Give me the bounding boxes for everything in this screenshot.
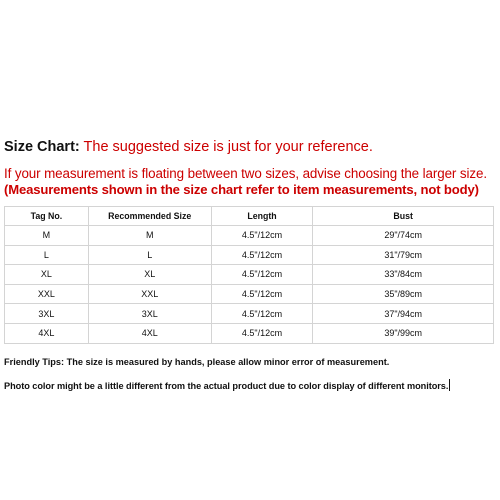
- text-cursor: [449, 379, 450, 391]
- cell-bust: 33"/84cm: [313, 265, 494, 285]
- cell-recommended: XL: [88, 265, 211, 285]
- size-chart-colon: :: [74, 139, 80, 155]
- size-chart-heading: [4, 139, 373, 155]
- table-row: [5, 226, 494, 246]
- cell-tag: XXL: [5, 284, 89, 304]
- table-row: [5, 284, 494, 304]
- table-row: [5, 323, 494, 343]
- cell-recommended: 3XL: [88, 304, 211, 324]
- cell-length: 4.5"/12cm: [211, 245, 313, 265]
- measurement-note-text: (Measurements shown in the size chart refer to item measurements, not body): [4, 182, 479, 197]
- size-table: [4, 206, 494, 344]
- cell-recommended: XXL: [88, 284, 211, 304]
- size-chart-reference-note: The suggested size is just for your reference.: [79, 139, 373, 155]
- photo-color-note-text: Photo color might be a little different from the actual product due to color display of different monitors.: [4, 381, 449, 391]
- cell-tag: L: [5, 245, 89, 265]
- cell-tag: XL: [5, 265, 89, 285]
- cell-tag: M: [5, 226, 89, 246]
- cell-tag: 3XL: [5, 304, 89, 324]
- cell-length: 4.5"/12cm: [211, 226, 313, 246]
- photo-color-note-line: [4, 379, 450, 391]
- cell-bust: 29"/74cm: [313, 226, 494, 246]
- cell-tag: 4XL: [5, 323, 89, 343]
- cell-length: 4.5"/12cm: [211, 323, 313, 343]
- header-bust: Bust: [313, 207, 494, 226]
- header-length: Length: [211, 207, 313, 226]
- size-table-head: [5, 207, 494, 226]
- cell-bust: 35"/89cm: [313, 284, 494, 304]
- header-tag-no: Tag No.: [5, 207, 89, 226]
- advise-larger-size-text: If your measurement is floating between two sizes, advise choosing the larger size.: [4, 166, 487, 181]
- cell-length: 4.5"/12cm: [211, 304, 313, 324]
- cell-recommended: M: [88, 226, 211, 246]
- cell-length: 4.5"/12cm: [211, 265, 313, 285]
- cell-bust: 39"/99cm: [313, 323, 494, 343]
- size-table-header-row: [5, 207, 494, 226]
- cell-length: 4.5"/12cm: [211, 284, 313, 304]
- cell-bust: 31"/79cm: [313, 245, 494, 265]
- table-row: [5, 245, 494, 265]
- cell-recommended: L: [88, 245, 211, 265]
- cell-recommended: 4XL: [88, 323, 211, 343]
- cell-bust: 37"/94cm: [313, 304, 494, 324]
- size-table-body: [5, 226, 494, 344]
- header-recommended-size: Recommended Size: [88, 207, 211, 226]
- friendly-tips-text: Friendly Tips: The size is measured by hands, please allow minor error of measurement.: [4, 357, 390, 367]
- table-row: [5, 304, 494, 324]
- table-row: [5, 265, 494, 285]
- size-chart-label: Size Chart: [4, 139, 75, 155]
